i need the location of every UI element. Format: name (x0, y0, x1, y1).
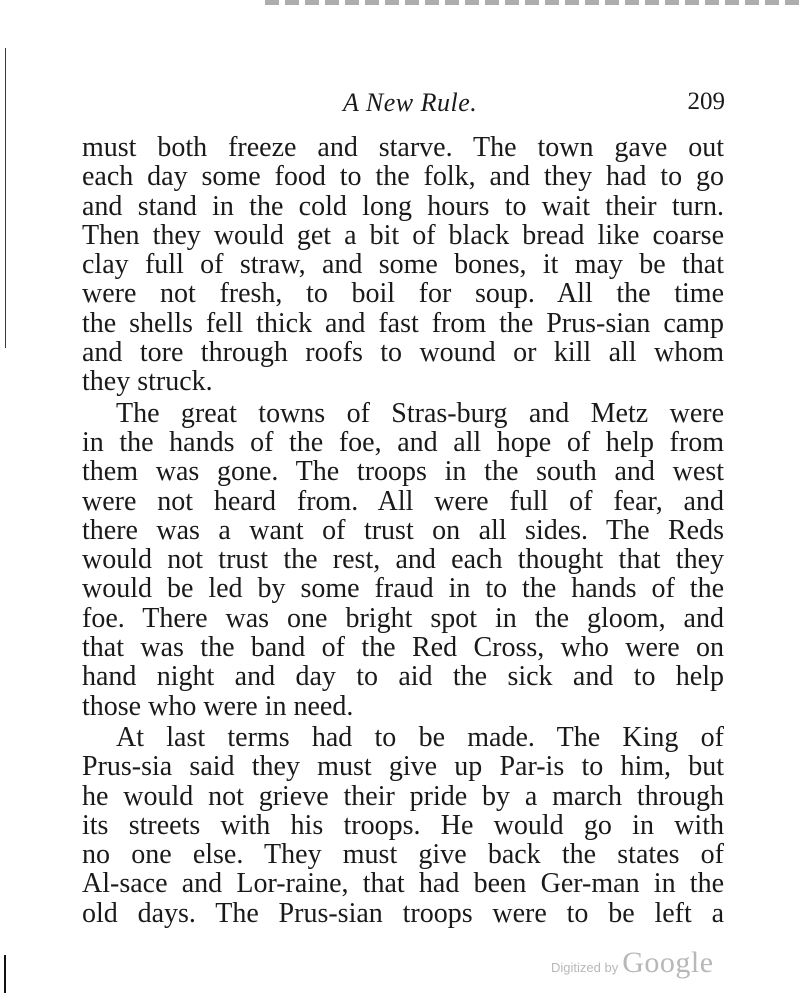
page-edge-rule-bottom (4, 955, 6, 993)
text-line: and stand in the cold long hours to wait their turn. (82, 190, 724, 222)
digitized-by-watermark (551, 946, 714, 986)
text-line: them was gone. The troops in the south and west (82, 456, 724, 488)
text-line: were not fresh, to boil for soup. All the time (82, 278, 724, 310)
text-line: hand night and day to aid the sick and to help (82, 661, 724, 693)
text-line: Prus-sia said they must give up Par-is to him, but (82, 751, 724, 783)
body-text (82, 133, 724, 928)
running-title: A New Rule. (343, 88, 478, 117)
paragraph (82, 399, 724, 721)
top-edge-bleed (265, 0, 805, 5)
text-line: that was the band of the Red Cross, who were on (82, 632, 724, 664)
text-line: were not heard from. All were full of fear, and (82, 485, 724, 517)
text-line: he would not grieve their pride by a march through (82, 780, 724, 812)
text-line: clay full of straw, and some bones, it may be that (82, 249, 724, 281)
text-line: those who were in need. (82, 690, 354, 722)
text-line: At last terms had to be made. The King of (116, 721, 724, 753)
text-line: Al-sace and Lor-raine, that had been Ger-man in the (82, 868, 724, 900)
text-line: foe. There was one bright spot in the gloom, and (82, 602, 724, 634)
paragraph (82, 723, 724, 928)
text-line: would not trust the rest, and each thought that they (82, 544, 724, 576)
text-line: Then they would get a bit of black bread like coarse (82, 219, 724, 251)
running-head (80, 88, 725, 124)
text-line: must both freeze and starve. The town gave out (82, 132, 724, 163)
paragraph (82, 133, 724, 397)
text-line: old days. The Prus-sian troops were to be left a (82, 897, 724, 929)
text-line: there was a want of trust on all sides. The Reds (82, 514, 724, 546)
page-number: 209 (687, 88, 725, 115)
text-line: would be led by some fraud in to the hands of the (82, 573, 724, 605)
text-line: they struck. (82, 366, 213, 398)
text-line: its streets with his troops. He would go in with (82, 809, 724, 841)
text-line: each day some food to the folk, and they had to go (82, 161, 724, 193)
text-line: in the hands of the foe, and all hope of help from (82, 426, 724, 458)
page-edge-rule (5, 48, 6, 348)
text-line: no one else. They must give back the states of (82, 839, 724, 871)
text-line: The great towns of Stras-burg and Metz were (116, 397, 724, 429)
text-line: and tore through roofs to wound or kill all whom (82, 337, 724, 369)
text-line: the shells fell thick and fast from the Prus-sian camp (82, 307, 724, 339)
watermark-prefix: Digitized by (551, 960, 619, 975)
watermark-brand: Google (622, 946, 714, 979)
